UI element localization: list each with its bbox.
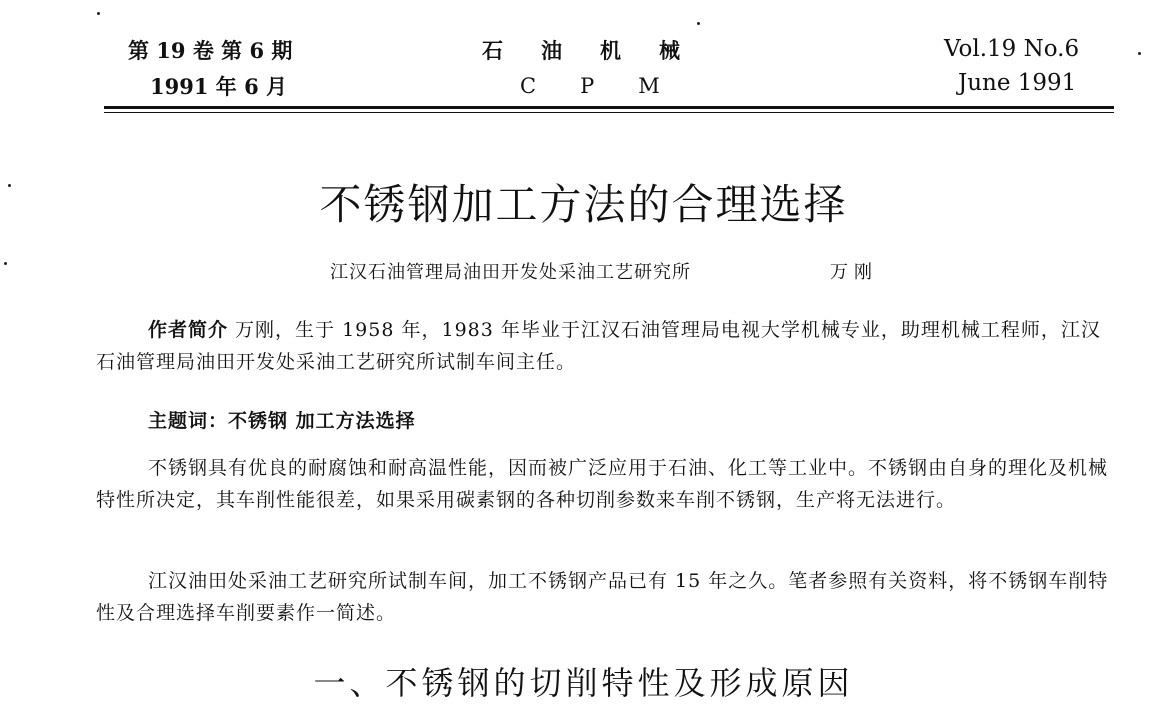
volume-issue-en: Vol.19 No.6 [944, 36, 1080, 62]
section-heading: 一、不锈钢的切削特性及形成原因 [313, 664, 854, 702]
journal-abbrev-en: CPM [520, 74, 704, 98]
body-paragraph [96, 452, 1116, 516]
body-paragraph-text: 江汉油田处采油工艺研究所试制车间，加工不锈钢产品已有 15 年之久。笔者参照有关资料，将不锈钢车削特性及合理选择车削要素作一简述。 [96, 570, 1109, 624]
author-bio-text: 万刚，生于 1958 年，1983 年毕业于江汉石油管理局电视大学机械专业，助理机械工程师，江汉石油管理局油田开发处采油工艺研究所试制车间主任。 [96, 319, 1101, 373]
author-affiliation: 江汉石油管理局油田开发处采油工艺研究所 [330, 262, 691, 283]
header-rule-thin [104, 112, 1114, 113]
scan-speck [8, 184, 11, 187]
scan-speck [97, 12, 100, 15]
date-cn: 1991 年 6 月 [150, 74, 287, 99]
keywords-text: 不锈钢 加工方法选择 [228, 410, 416, 432]
header-rule-thick [104, 106, 1114, 109]
date-en: June 1991 [958, 70, 1077, 96]
scan-speck [4, 262, 7, 265]
keywords-label: 主题词： [148, 410, 229, 432]
author-name: 万刚 [830, 262, 878, 283]
body-paragraph-text: 不锈钢具有优良的耐腐蚀和耐高温性能，因而被广泛应用于石油、化工等工业中。不锈钢由自身的理化及机械特性所决定，其车削性能很差，如果采用碳素钢的各种切削参数来车削不锈钢，生产将无法进行。 [96, 457, 1109, 511]
author-bio [96, 314, 1116, 378]
journal-name-cn: 石油机械 [482, 38, 718, 63]
body-paragraph [96, 565, 1116, 629]
scan-speck [697, 22, 700, 25]
volume-issue-cn: 第 19 卷 第 6 期 [128, 38, 293, 63]
article-title: 不锈钢加工方法的合理选择 [319, 180, 848, 229]
author-bio-label: 作者简介 [148, 319, 229, 341]
scan-speck [1138, 52, 1141, 55]
keywords [96, 405, 1116, 437]
